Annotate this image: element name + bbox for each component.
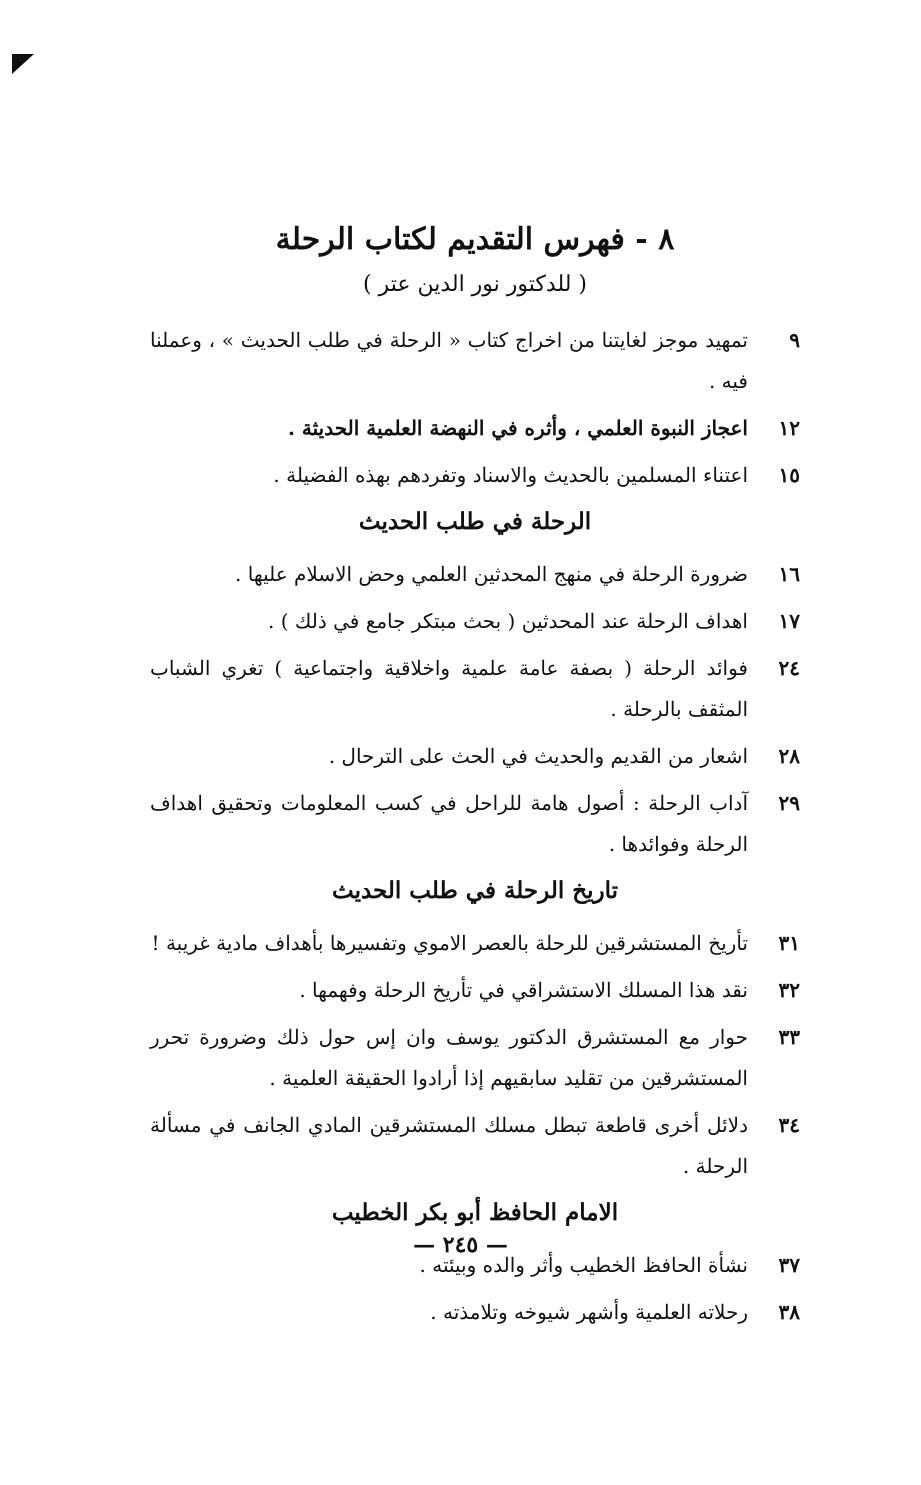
entry-page-number: ٢٩ xyxy=(778,791,800,815)
section-entries xyxy=(150,554,800,865)
entry-text: نشأة الحافظ الخطيب وأثر والده وبيئته . xyxy=(419,1253,748,1277)
entry-page-number: ١٢ xyxy=(778,416,800,440)
entry-page-number: ٣٢ xyxy=(778,978,800,1002)
toc-entry xyxy=(150,601,800,642)
entry-text: اهداف الرحلة عند المحدثين ( بحث مبتكر جامع في ذلك ) . xyxy=(268,609,748,633)
section-heading: تاريخ الرحلة في طلب الحديث xyxy=(331,877,619,904)
toc-entry xyxy=(150,648,800,730)
entry-page-number: ٣١ xyxy=(778,931,800,955)
entry-page-number: ٩ xyxy=(789,328,800,352)
table-of-contents xyxy=(150,218,800,1339)
intro-entries xyxy=(150,320,800,496)
corner-triangle-mark xyxy=(12,54,34,74)
entry-text: اشعار من القديم والحديث في الحث على الترحال . xyxy=(328,744,748,768)
entry-text: تأريخ المستشرقين للرحلة بالعصر الاموي وتفسيرها بأهداف مادية غريبة ! xyxy=(151,931,748,955)
toc-entry xyxy=(150,320,800,402)
toc-entry xyxy=(150,783,800,865)
entry-page-number: ٣٨ xyxy=(778,1300,800,1324)
entry-text: اعتناء المسلمين بالحديث والاسناد وتفردهم بهذه الفضيلة . xyxy=(273,463,748,487)
entry-page-number: ٣٤ xyxy=(778,1113,800,1137)
entry-text: فوائد الرحلة ( بصفة عامة علمية واخلاقية واجتماعية ) تغري الشباب المثقف بالرحلة . xyxy=(150,656,748,721)
toc-entry xyxy=(150,1017,800,1099)
entry-page-number: ٢٤ xyxy=(778,656,800,680)
section-entries xyxy=(150,1245,800,1333)
entry-page-number: ١٦ xyxy=(778,562,800,586)
toc-entry xyxy=(150,1292,800,1333)
author-line: ( للدكتور نور الدين عتر ) xyxy=(362,272,588,297)
toc-entry xyxy=(150,554,800,595)
section-heading: الرحلة في طلب الحديث xyxy=(358,508,592,535)
entry-page-number: ١٥ xyxy=(778,463,800,487)
section-entries xyxy=(150,923,800,1187)
entry-page-number: ٣٣ xyxy=(778,1025,800,1049)
entry-text: حوار مع المستشرق الدكتور يوسف وان إس حول ذلك وضرورة تحرر المستشرقين من تقليد سابقيهم إذا أرادوا الحقيقة العلمية . xyxy=(150,1025,748,1090)
toc-entry xyxy=(150,736,800,777)
entry-page-number: ١٧ xyxy=(778,609,800,633)
entry-text: اعجاز النبوة العلمي ، وأثره في النهضة العلمية الحديثة . xyxy=(287,416,748,440)
entry-page-number: ٣٧ xyxy=(778,1253,800,1277)
toc-entry xyxy=(150,970,800,1011)
entry-text: ضرورة الرحلة في منهج المحدثين العلمي وحض الاسلام عليها . xyxy=(235,562,748,586)
entry-text: رحلاته العلمية وأشهر شيوخه وتلامذته . xyxy=(430,1300,748,1324)
toc-entry xyxy=(150,408,800,449)
toc-entry xyxy=(150,455,800,496)
page-number: — ٢٤٥ — xyxy=(413,1232,508,1258)
entry-page-number: ٢٨ xyxy=(778,744,800,768)
entry-text: آداب الرحلة : أصول هامة للراحل في كسب المعلومات وتحقيق اهداف الرحلة وفوائدها . xyxy=(150,791,748,856)
page-title: ٨ - فهرس التقديم لكتاب الرحلة xyxy=(275,222,675,257)
toc-entry xyxy=(150,1105,800,1187)
section-heading: الامام الحافظ أبو بكر الخطيب xyxy=(331,1199,619,1226)
entry-text: تمهيد موجز لغايتنا من اخراج كتاب « الرحلة في طلب الحديث » ، وعملنا فيه . xyxy=(150,328,748,393)
entry-text: دلائل أخرى قاطعة تبطل مسلك المستشرقين المادي الجانف في مسألة الرحلة . xyxy=(150,1113,748,1178)
entry-text: نقد هذا المسلك الاستشراقي في تأريخ الرحلة وفهمها . xyxy=(299,978,748,1002)
toc-entry xyxy=(150,923,800,964)
